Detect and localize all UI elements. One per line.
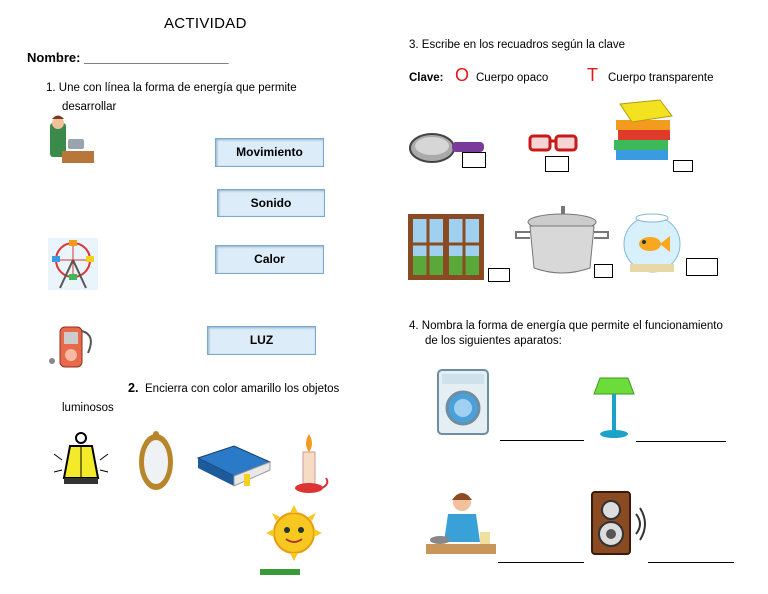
opaque-key-label: Cuerpo opaco	[476, 72, 549, 84]
q2-text-line2: luminosos	[62, 402, 114, 414]
q4-text-line2: de los siguientes aparatos:	[425, 335, 562, 347]
option-calor[interactable]: Calor	[215, 245, 324, 274]
cooking-woman-image	[48, 115, 96, 165]
option-movimiento[interactable]: Movimiento	[215, 138, 324, 167]
answer-line-speaker[interactable]	[648, 562, 734, 563]
q3-text: 3. Escribe en los recuadros según la clave	[409, 39, 626, 51]
page-title: ACTIVIDAD	[164, 15, 247, 32]
window-image	[408, 214, 486, 282]
music-player-image	[48, 323, 100, 373]
option-sonido[interactable]: Sonido	[217, 189, 325, 217]
washing-machine-image	[436, 368, 492, 438]
fishbowl-image	[622, 208, 684, 276]
woman-cooking-image	[424, 488, 498, 564]
book-image	[194, 444, 272, 488]
answer-box-glasses[interactable]	[545, 156, 569, 172]
answer-box-books[interactable]	[673, 160, 693, 172]
transparent-key-label: Cuerpo transparente	[608, 72, 714, 84]
q2-text-line1: Encierra con color amarillo los objetos	[145, 383, 340, 395]
ferris-wheel-image	[48, 238, 98, 290]
q1-text-line2: desarrollar	[62, 101, 117, 113]
lantern-image	[52, 432, 110, 490]
answer-line-lamp[interactable]	[636, 441, 726, 442]
option-luz[interactable]: LUZ	[207, 326, 316, 355]
name-field-label[interactable]: Nombre: ____________________	[27, 50, 229, 65]
mirror-image	[136, 432, 176, 494]
q2-number: 2.	[128, 381, 139, 395]
answer-box-pan[interactable]	[462, 152, 486, 168]
answer-box-pot[interactable]	[594, 264, 613, 278]
speaker-image	[590, 490, 648, 558]
candle-image	[294, 432, 332, 496]
sun-image	[258, 503, 338, 581]
answer-box-window[interactable]	[488, 268, 510, 282]
q4-text-line1: 4. Nombra la forma de energía que permite el funcionamiento	[409, 320, 723, 332]
lamp-image	[592, 374, 636, 440]
q1-text-line1: 1. Une con línea la forma de energía que permite	[46, 82, 297, 94]
transparent-key-letter: T	[587, 65, 598, 85]
answer-line-cook[interactable]	[498, 562, 584, 563]
answer-box-fishbowl[interactable]	[686, 258, 718, 276]
key-label: Clave:	[409, 72, 444, 84]
book-stack-image	[612, 100, 676, 170]
opaque-key-letter: O	[455, 65, 470, 85]
answer-line-washer[interactable]	[500, 440, 584, 441]
